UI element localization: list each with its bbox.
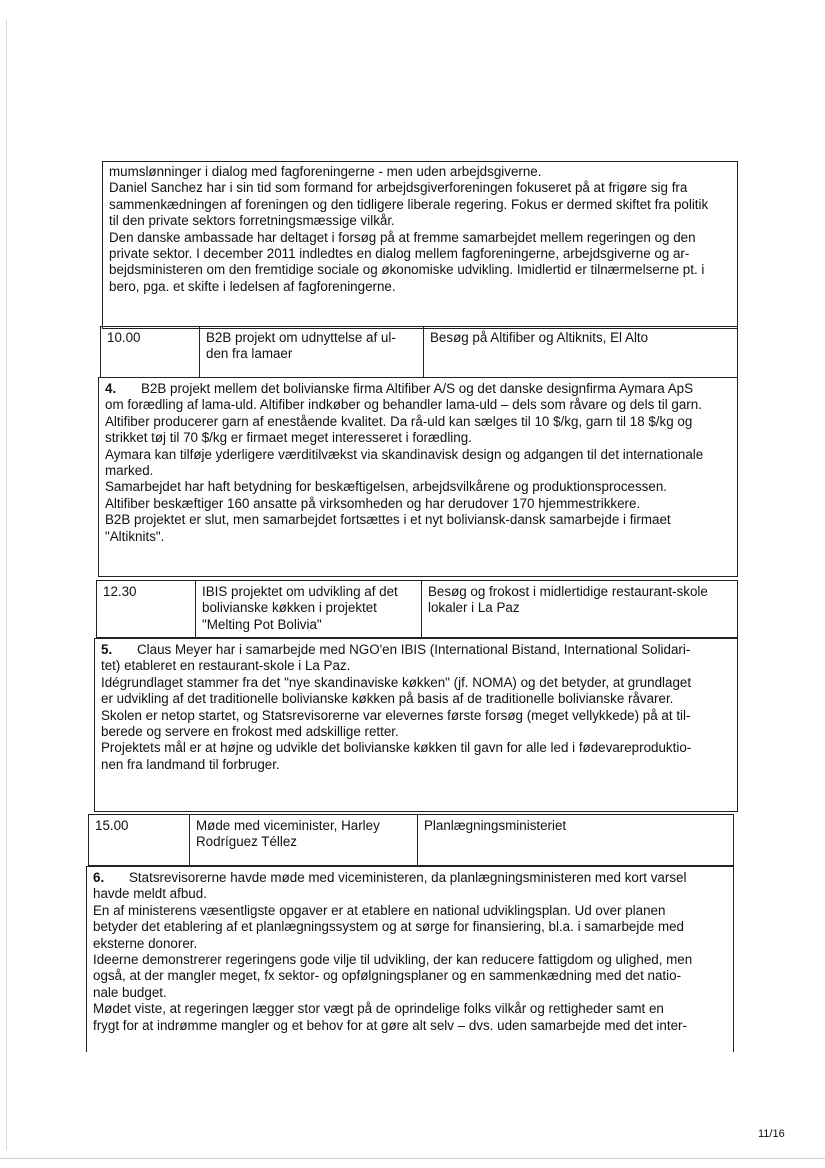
text-line: havde meldt afbud. bbox=[93, 886, 207, 902]
schedule-row bbox=[100, 326, 738, 378]
text-line: frygt for at indrømme mangler og et behov for at gøre alt selv – dvs. uden samarbejde med det inter- bbox=[93, 1017, 687, 1033]
text-line: En af ministerens væsentligste opgaver er at etablere en national udviklingsplan. Ud over planen bbox=[93, 902, 666, 918]
text-line-content: Claus Meyer har i samarbejde med NGO'en IBIS (International Bistand, International Solidari- bbox=[137, 642, 691, 657]
text-line: også, at der mangler meget, fx sektor- og opfølgningsplaner og en sammenkædning med det natio- bbox=[93, 968, 682, 984]
text-line: betyder det etablering af et planlægningssystem og at sørge for finansiering, bl.a. i samarbejde med bbox=[93, 919, 684, 935]
text-line-content: B2B projekt mellem det bolivianske firma Altifiber A/S og det danske designfirma Aymara ApS bbox=[141, 381, 694, 396]
text-line: nale budget. bbox=[93, 984, 167, 1000]
text-line: bero, pga. et skifte i ledelsen af fagforeningerne. bbox=[109, 278, 396, 294]
text-line: eksterne donorer. bbox=[93, 935, 198, 951]
subject-line: Rodríguez Téllez bbox=[196, 834, 297, 850]
text-line: private sektor. I december 2011 indledtes en dialog mellem fagforeningerne, arbejdsgiverne og ar- bbox=[109, 246, 690, 262]
time-text: 12.30 bbox=[103, 584, 137, 599]
subject-line: B2B projekt om udnyttelse af ul- bbox=[206, 330, 396, 345]
text-line: Mødet viste, at regeringen lægger stor vægt på de oprindelige folks vilkår og rettigheder samt en bbox=[93, 1001, 664, 1017]
subject-line: IBIS projektet om udvikling af det bbox=[202, 584, 398, 599]
text-block-6 bbox=[86, 866, 734, 1052]
text-line: tet) etableret en restaurant-skole i La Paz. bbox=[101, 658, 351, 674]
page-number: 11/16 bbox=[758, 1128, 785, 1140]
text-line: Altifiber beskæftiger 160 ansatte på virksomheden og har derudover 170 hjemmestrikkere. bbox=[105, 495, 641, 511]
place-cell bbox=[421, 581, 739, 637]
text-line: Daniel Sanchez har i sin tid som formand for arbejdsgiverforeningen fokuseret på at frigøre sig fra bbox=[109, 180, 688, 196]
text-line: sammenkædningen af foreningen og den tidligere liberale regering. Fokus er dermed skiftet fra politik bbox=[109, 196, 709, 212]
schedule-row bbox=[88, 814, 734, 866]
subject-line: "Melting Pot Bolivia" bbox=[202, 616, 322, 632]
section-number: 4. bbox=[105, 381, 117, 396]
place-line: lokaler i La Paz bbox=[428, 600, 520, 616]
place-cell bbox=[417, 815, 735, 865]
text-line bbox=[93, 870, 727, 886]
text-line: berede og servere en frokost med adskillige retter. bbox=[101, 724, 399, 740]
time-text: 15.00 bbox=[95, 818, 129, 833]
schedule-row bbox=[96, 580, 738, 638]
place-line: Besøg på Altifiber og Altiknits, El Alto bbox=[430, 330, 649, 345]
section-number: 6. bbox=[93, 870, 105, 885]
scan-edge-bottom bbox=[0, 1158, 825, 1159]
time-text: 10.00 bbox=[107, 330, 141, 345]
place-line: Planlægningsministeriet bbox=[424, 818, 567, 833]
text-line: om forædling af lama-uld. Altifiber indkøber og behandler lama-uld – dels som råvare og dels til garn. bbox=[105, 397, 702, 413]
time-cell bbox=[97, 581, 195, 637]
text-block-4 bbox=[98, 377, 738, 577]
text-block-continued bbox=[102, 161, 738, 329]
text-line bbox=[101, 642, 731, 658]
text-line: Samarbejdet har haft betydning for beskæftigelsen, arbejdsvilkårene og produktionsprocessen. bbox=[105, 479, 667, 495]
time-cell bbox=[89, 815, 189, 865]
text-line: Altifiber producerer garn af enestående kvalitet. Da rå-uld kan sælges til 10 $/kg, garn til 18 $/kg og bbox=[105, 413, 693, 429]
subject-cell bbox=[189, 815, 417, 865]
text-block-5 bbox=[94, 638, 738, 812]
text-line: mumslønninger i dialog med fagforeningerne - men uden arbejdsgiverne. bbox=[109, 164, 542, 179]
subject-cell bbox=[195, 581, 421, 637]
text-line-content: Statsrevisorerne havde møde med viceministeren, da planlægningsministeren med kort varsel bbox=[129, 870, 687, 885]
text-line: Den danske ambassade har deltaget i forsøg på at fremme samarbejdet mellem regeringen og den bbox=[109, 229, 696, 245]
text-line: marked. bbox=[105, 463, 154, 479]
text-line: strikket tøj til 70 $/kg er firmaet meget interesseret i forædling. bbox=[105, 430, 472, 446]
text-line: Skolen er netop startet, og Statsrevisorerne var elevernes første forsøg (meget vellykkede) på at til- bbox=[101, 707, 691, 723]
place-line: Besøg og frokost i midlertidige restaurant-skole bbox=[428, 584, 708, 599]
subject-cell bbox=[199, 327, 423, 377]
section-number: 5. bbox=[101, 642, 113, 657]
text-line: Projektets mål er at højne og udvikle det bolivianske køkken til gavn for alle led i fødevareproduktio- bbox=[101, 740, 692, 756]
text-line: nen fra landmand til forbruger. bbox=[101, 756, 280, 772]
text-line: Ideerne demonstrerer regeringens gode vilje til udvikling, der kan reducere fattigdom og ulighed, men bbox=[93, 952, 693, 968]
text-line: er udvikling af det traditionelle bolivianske køkken på basis af de traditionelle bolivianske råvarer. bbox=[101, 691, 674, 707]
subject-line: bolivianske køkken i projektet bbox=[202, 600, 377, 616]
subject-line: Møde med viceminister, Harley bbox=[196, 818, 380, 833]
time-cell bbox=[101, 327, 199, 377]
text-line: til den private sektors forretningsmæssige vilkår. bbox=[109, 213, 395, 229]
text-line: "Altiknits". bbox=[105, 528, 165, 544]
subject-line: den fra lamaer bbox=[206, 346, 293, 362]
text-line: B2B projektet er slut, men samarbejdet fortsættes i et nyt boliviansk-dansk samarbejde i firmaet bbox=[105, 512, 671, 528]
place-cell bbox=[423, 327, 739, 377]
text-line: Aymara kan tilføje yderligere værditilvækst via skandinavisk design og adgangen til det internationale bbox=[105, 446, 704, 462]
text-line: Idégrundlaget stammer fra det "nye skandinaviske køkken" (jf. NOMA) og det betyder, at grundlaget bbox=[101, 674, 692, 690]
text-line bbox=[105, 381, 731, 397]
scan-edge-left bbox=[6, 20, 7, 1150]
text-line: bejdsministeren om den fremtidige sociale og økonomiske udvikling. Imidlertid er tilnærmelserne pt. i bbox=[109, 262, 705, 278]
